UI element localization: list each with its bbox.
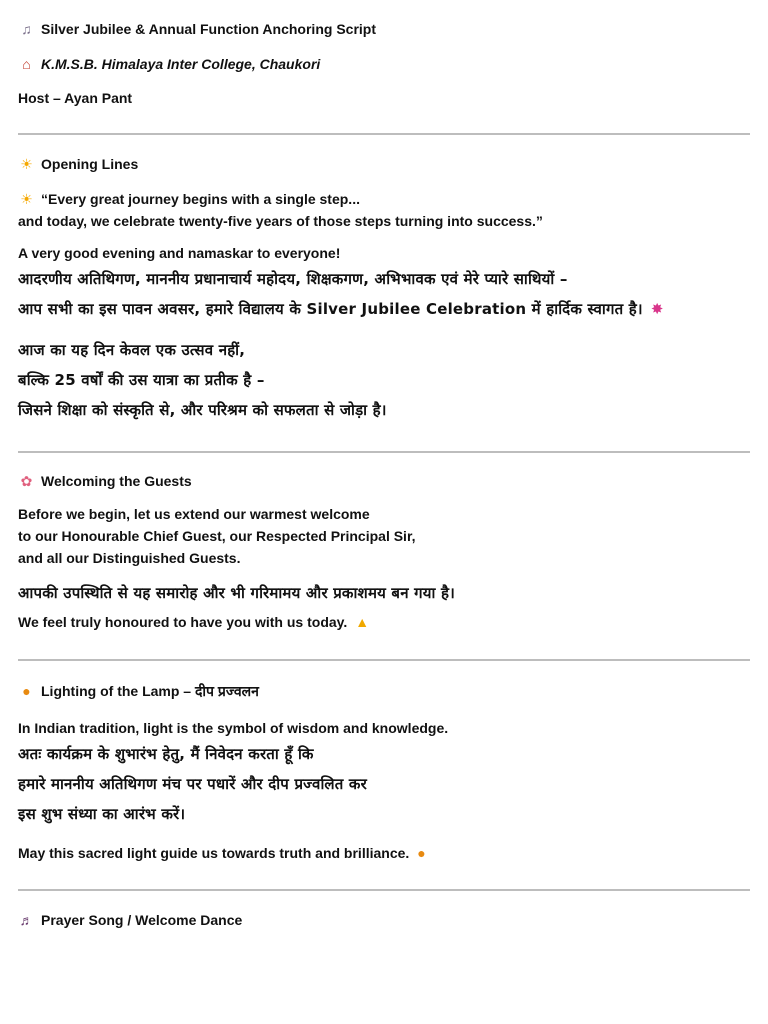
folded-hands-icon: ▲ (355, 614, 370, 630)
hindi-address-line-2 (18, 298, 664, 320)
school-icon: ⌂ (22, 56, 31, 72)
opening-quote-line-1 (18, 189, 360, 209)
lamp-heading-line (18, 681, 259, 701)
honour-line (18, 612, 369, 632)
prayer-heading: Prayer Song / Welcome Dance (41, 912, 243, 928)
hindi-significance-line-2: बल्कि 25 वर्षों की उस यात्रा का प्रतीक है – (18, 371, 265, 389)
hindi-significance-line-3: जिसने शिक्षा को संस्कृति से, और परिश्रम को सफलता से जोड़ा है। (18, 401, 387, 419)
hindi-lamp-line-2: हमारे माननीय अतिथिगण मंच पर पधारें और दीप प्रज्वलित कर (18, 775, 367, 793)
hindi-lamp-line-3: इस शुभ संध्या का आरंभ करें। (18, 805, 186, 823)
sun-icon: ☀ (20, 156, 33, 172)
microphone-icon: ♫ (21, 21, 32, 37)
college-name: K.M.S.B. Himalaya Inter College, Chaukori (41, 56, 321, 72)
welcome-line-2: to our Honourable Chief Guest, our Respected Principal Sir, (18, 528, 416, 544)
hindi-lamp-line-1: अतः कार्यक्रम के शुभारंभ हेतु, मैं निवेदन करता हूँ कि (18, 745, 314, 763)
lamp-heading: Lighting of the Lamp – दीप प्रज्वलन (41, 683, 259, 699)
music-notes-icon: ♬ (19, 912, 34, 928)
prayer-heading-line (18, 910, 242, 930)
hindi-welcome-line: आपकी उपस्थिति से यह समारोह और भी गरिमामय और प्रकाशमय बन गया है। (18, 584, 456, 602)
section-divider (18, 659, 750, 661)
opening-quote-line-2: and today, we celebrate twenty-five years of those steps turning into success.” (18, 213, 543, 229)
section-divider (18, 451, 750, 453)
party-popper-icon: ✸ (650, 300, 664, 318)
script-title: Silver Jubilee & Annual Function Anchoring Script (41, 21, 376, 37)
lamp-line-1: In Indian tradition, light is the symbol of wisdom and knowledge. (18, 720, 449, 736)
welcome-line-3: and all our Distinguished Guests. (18, 550, 241, 566)
bouquet-icon: ✿ (20, 473, 33, 489)
host-name: Host – Ayan Pant (18, 90, 133, 106)
welcome-line-1: Before we begin, let us extend our warmest welcome (18, 506, 370, 522)
diya-lamp-icon: ● (22, 683, 31, 699)
welcome-heading-line (18, 471, 192, 491)
welcome-heading: Welcoming the Guests (41, 473, 192, 489)
hindi-welcome-text: आप सभी का इस पावन अवसर, हमारे विद्यालय के Silver Jubilee Celebration में हार्दिक स्वागत है। (18, 300, 643, 318)
greeting-line: A very good evening and namaskar to everyone! (18, 245, 341, 261)
script-title-line (18, 19, 376, 39)
lamp-closing-line (18, 843, 426, 863)
college-line (18, 54, 320, 74)
section-divider (18, 133, 750, 135)
honour-text: We feel truly honoured to have you with us today. (18, 614, 348, 630)
hindi-significance-line-1: आज का यह दिन केवल एक उत्सव नहीं, (18, 341, 246, 359)
opening-heading-line (18, 154, 138, 174)
opening-quote-text-1: “Every great journey begins with a single step... (41, 191, 360, 207)
hindi-address-line-1: आदरणीय अतिथिगण, माननीय प्रधानाचार्य महोदय, शिक्षकगण, अभिभावक एवं मेरे प्यारे साथियों – (18, 270, 568, 288)
section-divider (18, 889, 750, 891)
diya-lamp-icon: ● (417, 845, 426, 861)
sun-icon: ☀ (20, 191, 33, 207)
opening-heading: Opening Lines (41, 156, 139, 172)
lamp-closing-text: May this sacred light guide us towards truth and brilliance. (18, 845, 410, 861)
